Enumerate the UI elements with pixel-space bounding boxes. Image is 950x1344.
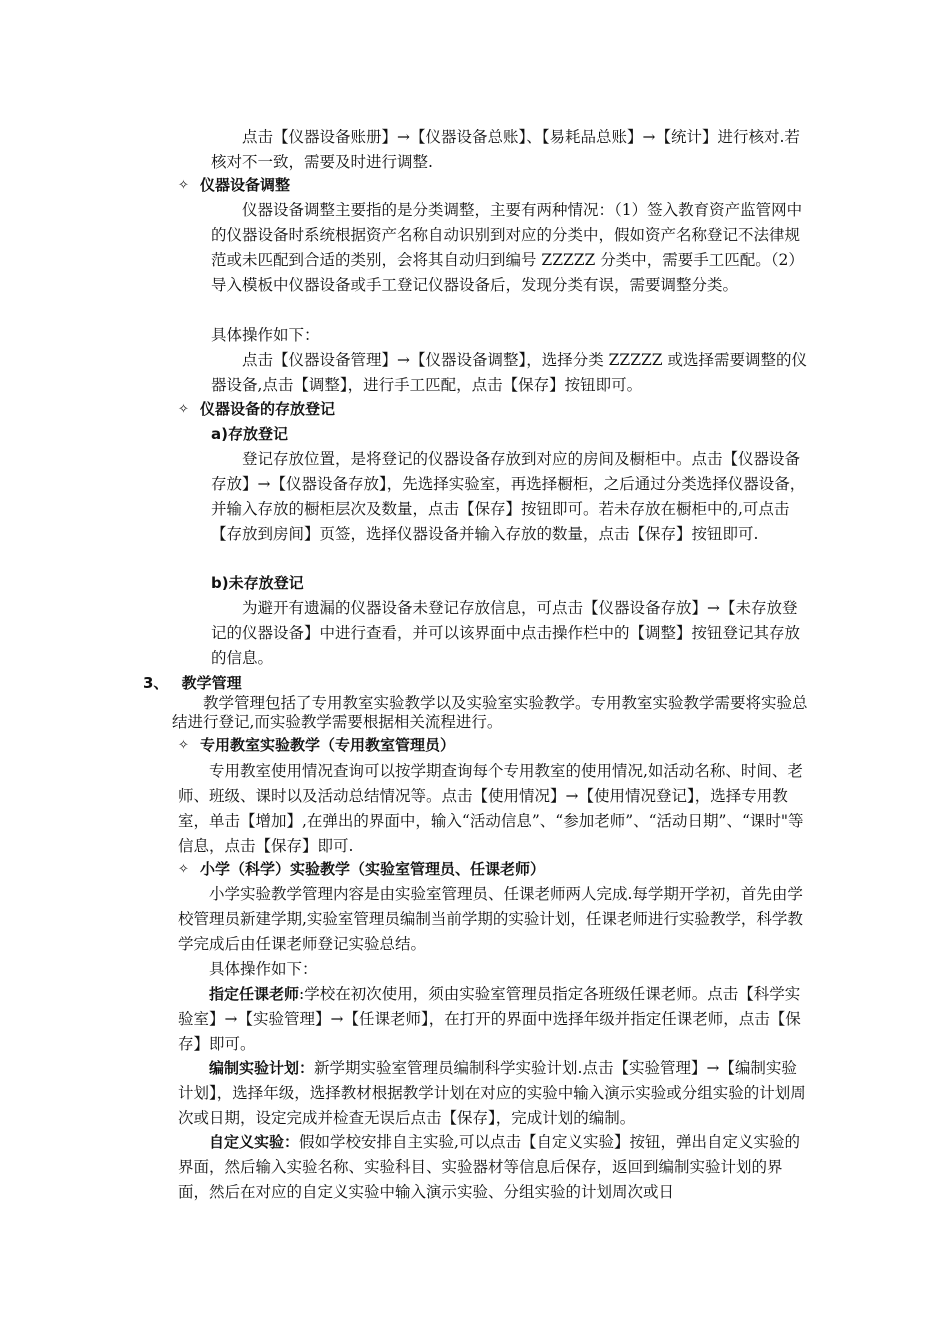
heading-primary-science (178, 857, 545, 882)
label-experiment-plan: 编制实验计划： (209, 1059, 315, 1077)
diamond-bullet-icon: ✧ (178, 402, 189, 417)
heading-text: 小学（科学）实验教学（实验室管理员、任课老师） (200, 860, 546, 878)
subheading-storage-registration: a)存放登记 (211, 425, 288, 443)
paragraph-assign-teacher (178, 982, 808, 1057)
label-custom-experiment: 自定义实验： (209, 1133, 300, 1151)
heading-text: 专用教室实验教学（专用教室管理员） (200, 736, 456, 754)
paragraph-experiment-plan (178, 1056, 808, 1131)
heading-text: 仪器设备调整 (200, 176, 291, 194)
section-heading-teaching (143, 671, 242, 696)
paragraph-adjust-steps: 点击【仪器设备管理】→【仪器设备调整】，选择分类 ZZZZZ 或选择需要调整的仪器设备,点击【调整】，进行手工匹配，点击【保存】按钮即可。 (211, 351, 807, 394)
diamond-bullet-icon: ✧ (178, 862, 189, 877)
section-number: 3、 (143, 674, 169, 692)
text-assign-teacher: :学校在初次使用，须由实验室管理员指定各班级任课老师。点击【科学实验室】→【实验管理】→【任课老师】，在打开的界面中选择年级并指定任课老师，点击【保存】即可。 (178, 985, 801, 1053)
paragraph-special-classroom: 专用教室使用情况查询可以按学期查询每个专用教室的使用情况,如活动名称、时间、老师、班级、课时以及活动总结情况等。点击【使用情况】→【使用情况登记】，选择专用教室，单击【增加】,在弹出的界面中，输入“活动信息”、“参加老师”、“活动日期”、“课时"等信息，点击【保存】即可. (178, 762, 804, 855)
subheading-unstored-registration: b)未存放登记 (211, 574, 304, 592)
diamond-bullet-icon: ✧ (178, 738, 189, 753)
diamond-bullet-icon: ✧ (178, 178, 189, 193)
paragraph-steps-label-2: 具体操作如下： (209, 960, 318, 978)
heading-equipment-storage (178, 397, 335, 422)
paragraph-primary-science: 小学实验教学管理内容是由实验室管理员、任课老师两人完成.每学期开学初，首先由学校管理员新建学期,实验室管理员编制当前学期的实验计划，任课老师进行实验教学，科学教学完成后由任课老师登记实验总结。 (178, 885, 803, 953)
paragraph-ledger-check: 点击【仪器设备账册】→【仪器设备总账】、【易耗品总账】→【统计】进行核对.若核对不一致，需要及时进行调整. (211, 128, 800, 171)
heading-text: 仪器设备的存放登记 (200, 400, 336, 418)
label-assign-teacher: 指定任课老师 (209, 985, 300, 1003)
text-experiment-plan: 新学期实验室管理员编制科学实验计划.点击【实验管理】→【编制实验计划】，选择年级，选择教材根据教学计划在对应的实验中输入演示实验或分组实验的计划周次或日期，设定完成并检查无误后点击【保存】，完成计划的编制。 (178, 1059, 806, 1127)
paragraph-teaching-intro: 教学管理包括了专用教室实验教学以及实验室实验教学。专用教室实验教学需要将实验总结进行登记,而实验教学需要根据相关流程进行。 (172, 694, 808, 731)
paragraph-steps-label: 具体操作如下： (211, 326, 320, 344)
paragraph-custom-experiment (178, 1130, 808, 1205)
text-custom-experiment: 假如学校安排自主实验,可以点击【自定义实验】按钮，弹出自定义实验的界面，然后输入实验名称、实验科目、实验器材等信息后保存，返回到编制实验计划的界面，然后在对应的自定义实验中输入演示实验、分组实验的计划周次或日 (178, 1133, 800, 1201)
paragraph-unstored-registration: 为避开有遗漏的仪器设备未登记存放信息，可点击【仪器设备存放】→【未存放登记的仪器设备】中进行查看，并可以该界面中点击操作栏中的【调整】按钮登记其存放的信息。 (211, 599, 801, 667)
heading-equipment-adjust (178, 173, 290, 198)
paragraph-storage-registration: 登记存放位置，是将登记的仪器设备存放到对应的房间及橱柜中。点击【仪器设备存放】→【仪器设备存放】，先选择实验室，再选择橱柜，之后通过分类选择仪器设备，并输入存放的橱柜层次及数量，点击【保存】按钮即可。若未存放在橱柜中的,可点击【存放到房间】页签，选择仪器设备并输入存放的数量，点击【保存】按钮即可. (211, 450, 806, 543)
paragraph-equipment-adjust: 仪器设备调整主要指的是分类调整，主要有两种情况：（1）签入教育资产监管网中的仪器设备时系统根据资产名称自动识别到对应的分类中，假如资产名称登记不法律规范或未匹配到合适的类别，会将其自动归到编号 ZZZZZ 分类中，需要手工匹配。（2）导入模板中仪器设备或手工登记仪器设备后，发现分类有误，需要调整分类。 (211, 201, 804, 294)
section-title: 教学管理 (181, 674, 242, 692)
heading-special-classroom (178, 733, 455, 758)
